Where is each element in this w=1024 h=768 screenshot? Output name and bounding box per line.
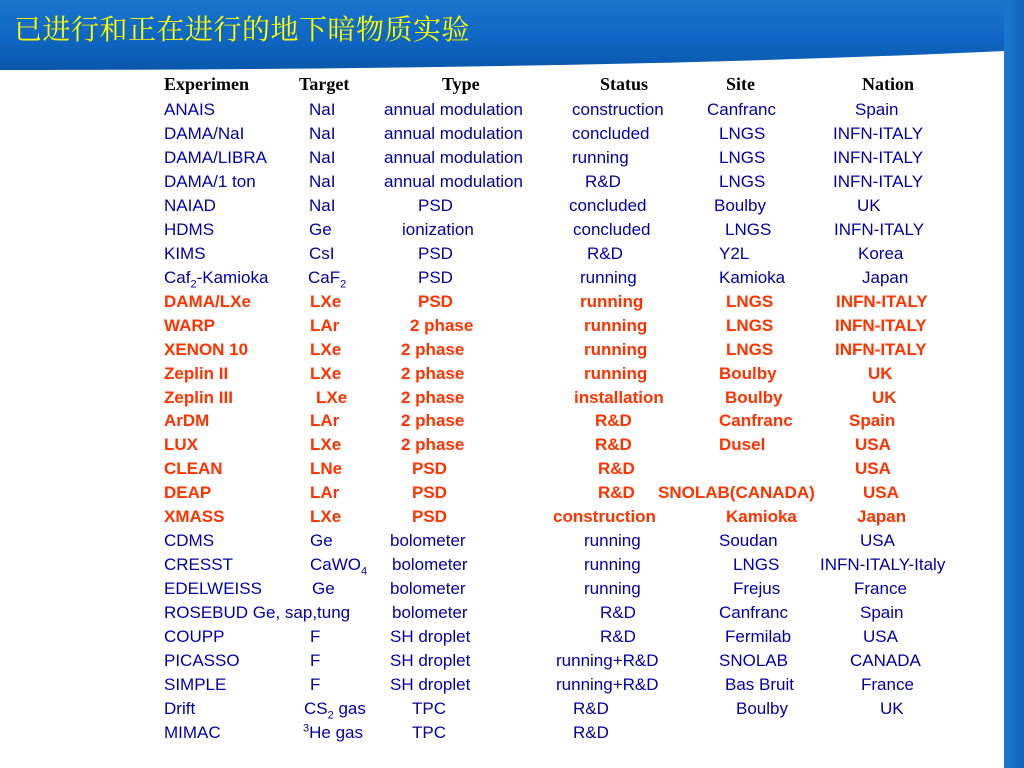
cell-experiment: CDMS	[164, 531, 215, 551]
cell-status: running+R&D	[556, 651, 659, 671]
cell-status: concluded	[569, 195, 647, 215]
cell-nation: UK	[857, 195, 881, 215]
cell-target: LXe	[310, 507, 342, 527]
cell-type: bolometer	[392, 603, 468, 623]
cell-type: 2 phase	[401, 435, 465, 455]
cell-type: ionization	[402, 219, 474, 239]
cell-experiment: HDMS	[164, 219, 215, 239]
cell-target: LXe	[310, 291, 342, 311]
cell-target: LXe	[310, 339, 342, 359]
cell-site: SNOLAB(CANADA)	[658, 483, 815, 503]
cell-experiment: SIMPLE	[164, 675, 227, 695]
header-site: Site	[726, 74, 755, 94]
cell-experiment: DAMA/1 ton	[164, 171, 256, 191]
cell-experiment: XENON 10	[164, 339, 249, 359]
cell-status: R&D	[595, 411, 632, 431]
header-type: Type	[442, 74, 480, 94]
cell-target: Ge	[310, 531, 333, 551]
cell-status: running	[584, 555, 641, 575]
cell-status: construction	[572, 100, 664, 119]
cell-status: running	[584, 363, 648, 383]
cell-site: Canfranc	[719, 411, 793, 431]
cell-site: LNGS	[725, 219, 772, 239]
cell-target: F	[310, 627, 321, 647]
cell-status: R&D	[598, 459, 635, 479]
cell-type: 2 phase	[401, 339, 465, 359]
cell-nation: UK	[880, 699, 904, 718]
cell-nation: USA	[855, 459, 891, 479]
cell-target: LXe	[316, 387, 348, 407]
cell-nation: INFN-ITALY	[833, 147, 924, 167]
cell-status: concluded	[573, 219, 651, 239]
cell-experiment: DAMA/LIBRA	[164, 147, 267, 167]
cell-site: LNGS	[719, 147, 766, 167]
header-experiment: Experimen	[164, 74, 249, 94]
experiment-table	[0, 70, 1000, 750]
cell-target: $^3$He gas	[303, 722, 363, 742]
cell-experiment: CRESST	[164, 555, 233, 575]
cell-target: LAr	[310, 411, 340, 431]
cell-target: LXe	[310, 363, 342, 383]
cell-site: SNOLAB	[719, 651, 788, 671]
cell-experiment: DAMA/NaI	[164, 123, 245, 143]
cell-target: CsI	[309, 243, 335, 263]
cell-nation: France	[854, 579, 907, 599]
cell-type: PSD	[418, 291, 453, 311]
cell-site: Boulby	[719, 363, 777, 383]
cell-nation: INFN-ITALY	[833, 171, 924, 191]
cell-site: Fermilab	[725, 627, 792, 647]
cell-type: bolometer	[390, 579, 466, 599]
cell-target: NaI	[309, 147, 336, 167]
cell-status: R&D	[595, 435, 632, 455]
cell-target: Ge	[312, 579, 335, 599]
cell-target: NaI	[309, 100, 336, 119]
cell-status: construction	[553, 507, 656, 527]
cell-nation: France	[861, 675, 914, 695]
header-nation: Nation	[862, 74, 915, 94]
cell-nation: INFN-ITALY	[833, 123, 924, 143]
cell-type: PSD	[418, 195, 453, 215]
cell-status: concluded	[572, 123, 650, 143]
cell-target: F	[310, 651, 321, 671]
cell-site: LNGS	[719, 123, 766, 143]
cell-type: PSD	[418, 243, 453, 263]
cell-type: annual modulation	[384, 100, 523, 119]
cell-type: annual modulation	[384, 123, 523, 143]
cell-experiment: ROSEBUD Ge, sap,tung	[164, 603, 351, 623]
cell-site: Frejus	[733, 579, 781, 599]
cell-site: Kamioka	[719, 267, 786, 287]
cell-status: R&D	[600, 627, 636, 647]
cell-experiment: COUPP	[164, 627, 225, 647]
cell-type: bolometer	[390, 531, 466, 551]
cell-nation: INFN-ITALY	[836, 291, 928, 311]
cell-nation: USA	[863, 627, 898, 647]
cell-target: LXe	[310, 435, 342, 455]
cell-status: running	[584, 579, 641, 599]
cell-site: LNGS	[726, 291, 774, 311]
cell-experiment: Zeplin II	[164, 363, 229, 383]
cell-nation: INFN-ITALY	[834, 219, 925, 239]
cell-site: LNGS	[719, 171, 766, 191]
title-banner	[0, 0, 1024, 70]
cell-experiment: Drift	[164, 699, 196, 718]
cell-type: SH droplet	[390, 627, 471, 647]
cell-target: NaI	[309, 123, 336, 143]
cell-target: NaI	[309, 195, 336, 215]
banner-curve-decoration	[0, 48, 1024, 70]
cell-experiment: CLEAN	[164, 459, 223, 479]
cell-target: $CS_2$ gas	[304, 699, 366, 722]
cell-type: TPC	[412, 699, 446, 718]
cell-target: F	[310, 675, 321, 695]
cell-status: running	[580, 267, 637, 287]
cell-status: running	[580, 291, 644, 311]
cell-experiment: WARP	[164, 315, 215, 335]
cell-site: LNGS	[726, 315, 774, 335]
cell-status: running	[584, 315, 648, 335]
cell-target: LNe	[310, 459, 343, 479]
cell-nation: Japan	[857, 507, 907, 527]
cell-nation: USA	[863, 483, 899, 503]
cell-nation: UK	[872, 387, 897, 407]
cell-site: Canfranc	[719, 603, 788, 623]
cell-type: SH droplet	[390, 651, 471, 671]
cell-experiment: LUX	[164, 435, 198, 455]
cell-nation: CANADA	[850, 651, 921, 671]
cell-site: Kamioka	[726, 507, 797, 527]
cell-nation: Spain	[855, 100, 899, 119]
cell-status: R&D	[573, 699, 609, 718]
cell-type: 2 phase	[401, 387, 465, 407]
cell-type: 2 phase	[401, 363, 465, 383]
cell-experiment: Caf$_2$-Kamioka	[164, 267, 269, 291]
cell-experiment: NAIAD	[164, 195, 216, 215]
cell-status: running+R&D	[556, 675, 659, 695]
cell-type: PSD	[412, 483, 447, 503]
cell-experiment: XMASS	[164, 507, 225, 527]
cell-experiment: DAMA/LXe	[164, 291, 251, 311]
cell-type: SH droplet	[390, 675, 471, 695]
page-title: 已进行和正在进行的地下暗物质实验	[14, 13, 471, 46]
cell-nation: USA	[860, 531, 895, 551]
header-target: Target	[299, 74, 350, 94]
cell-type: PSD	[412, 507, 447, 527]
cell-status: R&D	[585, 171, 621, 191]
cell-experiment: EDELWEISS	[164, 579, 262, 599]
cell-target: Ge	[309, 219, 332, 239]
cell-site: Y2L	[719, 243, 750, 263]
cell-nation: Spain	[860, 603, 904, 623]
cell-nation: UK	[868, 363, 893, 383]
cell-status: running	[584, 531, 641, 551]
cell-status: R&D	[598, 483, 635, 503]
cell-type: PSD	[412, 459, 447, 479]
cell-type: 2 phase	[410, 315, 474, 335]
cell-experiment: ANAIS	[164, 100, 216, 119]
cell-site: Canfranc	[707, 100, 776, 119]
cell-experiment: KIMS	[164, 243, 206, 263]
cell-experiment: ArDM	[164, 411, 210, 431]
cell-status: installation	[574, 387, 664, 407]
cell-site: Boulby	[714, 195, 766, 215]
cell-site: Bas Bruit	[725, 675, 794, 695]
cell-status: running	[584, 339, 648, 359]
cell-nation: INFN-ITALY-Italy	[820, 555, 946, 575]
cell-site: Dusel	[719, 435, 766, 455]
cell-site: Soudan	[719, 531, 778, 551]
cell-target: LAr	[310, 315, 340, 335]
cell-nation: USA	[855, 435, 891, 455]
cell-type: annual modulation	[384, 171, 523, 191]
cell-status: R&D	[587, 243, 623, 263]
cell-nation: INFN-ITALY	[835, 315, 927, 335]
cell-experiment: Zeplin III	[164, 387, 233, 407]
header-status: Status	[600, 74, 649, 94]
cell-nation: Korea	[858, 243, 904, 263]
cell-target: LAr	[310, 483, 340, 503]
cell-site: Boulby	[736, 699, 788, 718]
cell-type: 2 phase	[401, 411, 465, 431]
cell-site: Boulby	[725, 387, 783, 407]
cell-site: LNGS	[733, 555, 780, 575]
cell-target: CaF$_2$	[308, 267, 347, 291]
cell-site: LNGS	[726, 339, 774, 359]
cell-nation: INFN-ITALY	[835, 339, 927, 359]
cell-experiment: MIMAC	[164, 722, 221, 742]
cell-nation: Spain	[849, 411, 896, 431]
cell-type: PSD	[418, 267, 453, 287]
cell-nation: Japan	[862, 267, 909, 287]
right-side-bar-decoration	[1004, 0, 1024, 768]
cell-target: CaWO$_4$	[310, 555, 368, 578]
cell-status: R&D	[600, 603, 636, 623]
cell-status: running	[572, 147, 629, 167]
cell-status: R&D	[573, 722, 609, 742]
cell-type: TPC	[412, 722, 446, 742]
cell-experiment: PICASSO	[164, 651, 240, 671]
cell-type: annual modulation	[384, 147, 523, 167]
cell-experiment: DEAP	[164, 483, 212, 503]
cell-type: bolometer	[392, 555, 468, 575]
cell-target: NaI	[309, 171, 336, 191]
